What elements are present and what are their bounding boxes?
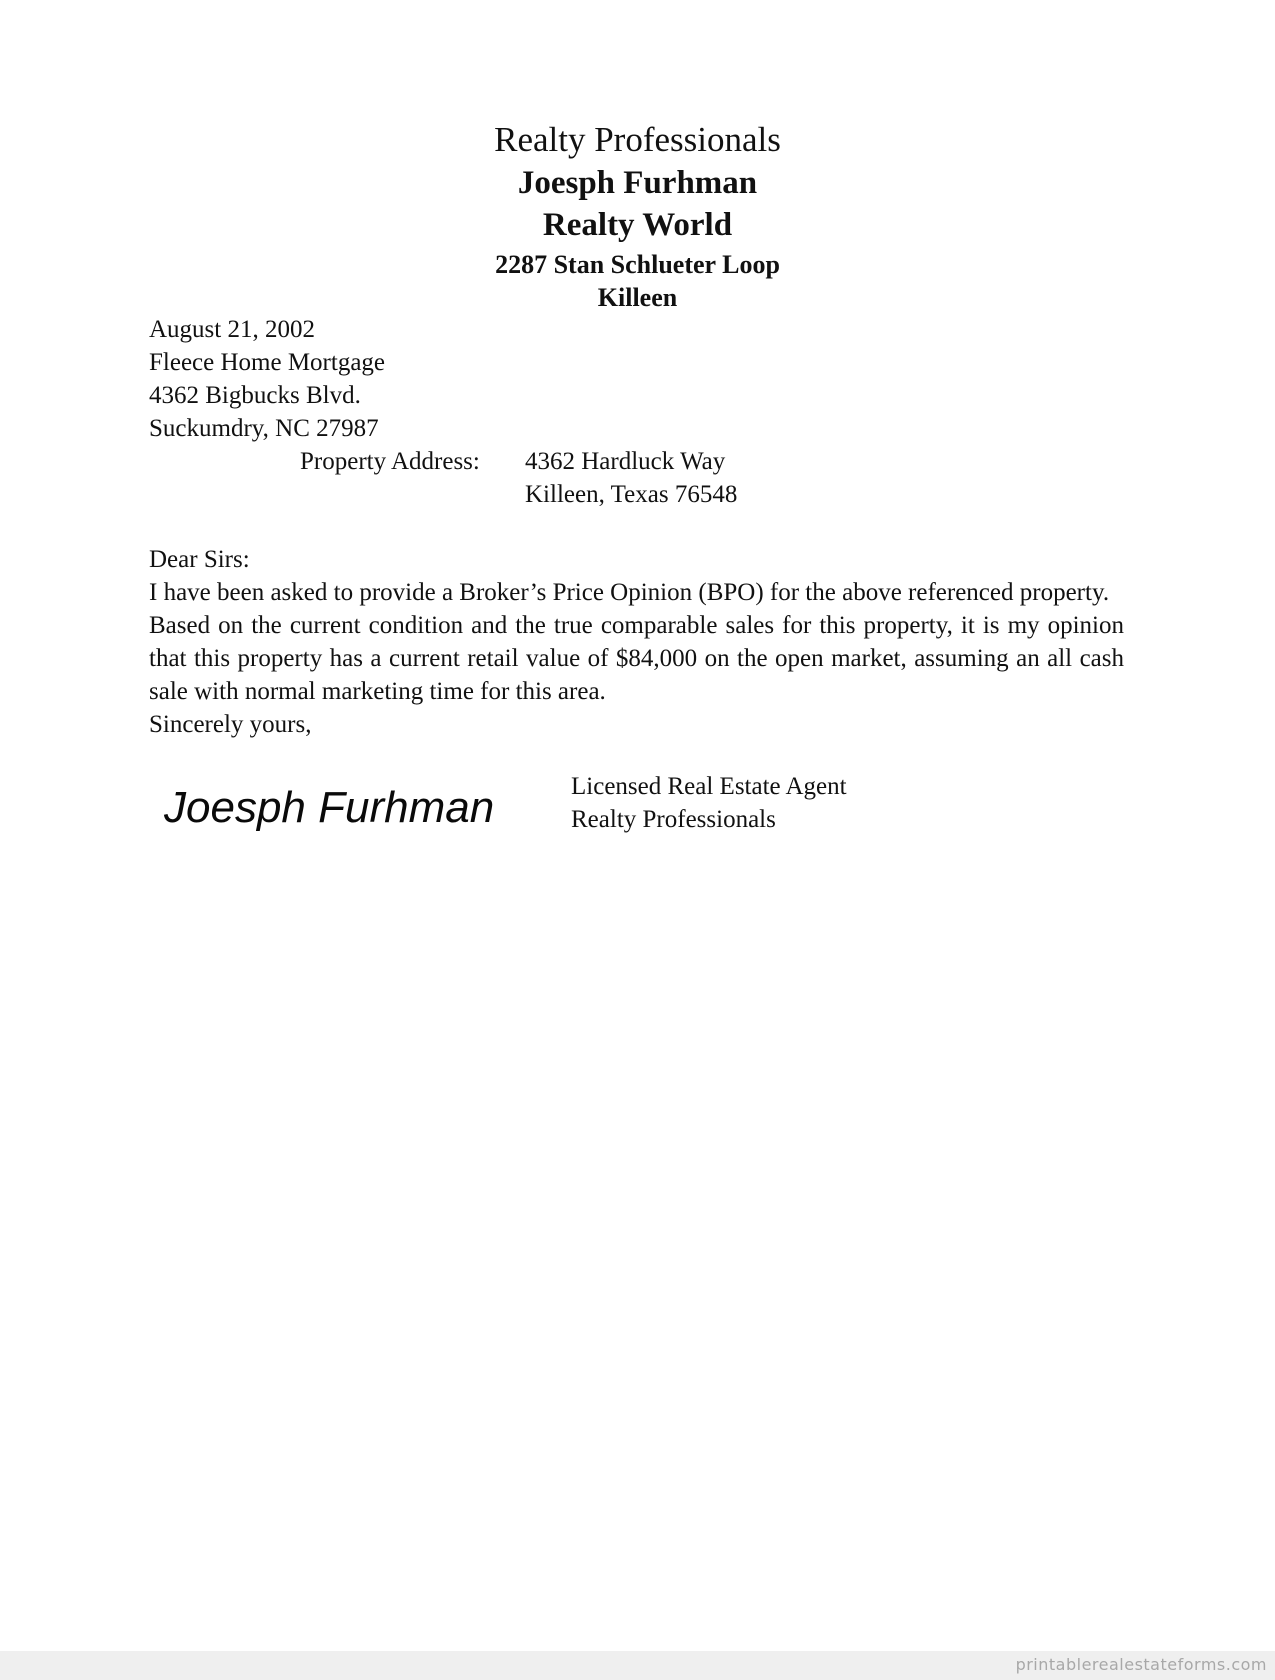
letterhead-agent-name: Joesph Furhman (517, 165, 758, 201)
signature: Joesph Furhman (164, 783, 495, 832)
letter-body (149, 543, 1124, 741)
body-paragraph-1: I have been asked to provide a Broker’s Price Opinion (BPO) for the above referenced property. (149, 579, 1110, 606)
letterhead-brokerage: Realty World (542, 207, 733, 243)
recipient-name: Fleece Home Mortgage (149, 349, 386, 376)
property-address-label: Property Address: (300, 448, 480, 475)
signer-company: Realty Professionals (571, 806, 776, 833)
footer-watermark: printablerealestateforms.com (1015, 1655, 1267, 1674)
closing: Sincerely yours, (149, 711, 312, 738)
letterhead-company: Realty Professionals (494, 120, 781, 159)
recipient-street: 4362 Bigbucks Blvd. (149, 382, 361, 409)
letterhead-city: Killeen (597, 283, 678, 312)
letter-date: August 21, 2002 (149, 316, 315, 343)
body-paragraph-2: Based on the current condition and the true comparable sales for this property, it is my opinion that this property has a current retail value of $84,000 on the open market, assuming an all cash sale with normal marketing time for this area. (149, 612, 1124, 705)
property-address-line2: Killeen, Texas 76548 (525, 481, 738, 508)
property-address-line1: 4362 Hardluck Way (525, 448, 726, 475)
salutation: Dear Sirs: (149, 546, 250, 573)
recipient-city-state-zip: Suckumdry, NC 27987 (149, 415, 379, 442)
letterhead-street: 2287 Stan Schlueter Loop (495, 250, 780, 279)
recipient-block (149, 313, 385, 445)
footer-bar (0, 1651, 1275, 1680)
signature-block (571, 770, 847, 836)
letterhead (0, 118, 1275, 314)
signer-title: Licensed Real Estate Agent (571, 773, 847, 800)
